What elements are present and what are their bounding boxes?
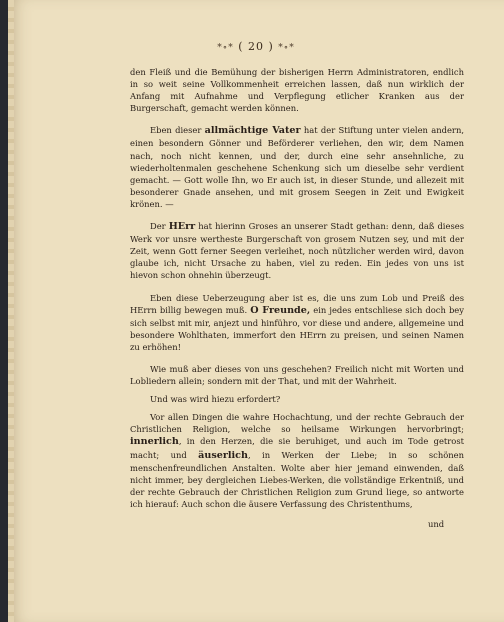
text-segment: hat der Stiftung unter vielen andern, einen besondern Gönner und Beförderer verliehen, den wir, dem Namen nach, noch nicht kennen, und der, durch eine sehr ansehnliche, zu wiederholtenmalen geschehene Schenkung sich um dieselbe sehr verdient gemacht. — Gott wolle Ihn, wo Er auch ist, in dieser Stunde, und allezeit mit besonderer Gnade ansehen, und mit grosem Seegen in Zeit und Ewigkeit krönen. — — [130, 125, 464, 209]
paragraph — [130, 124, 464, 210]
text-segment: hat hierinn Groses an unserer Stadt gethan: denn, daß dieses Werk vor unsre wertheste Burgerschaft von grosem Nutzen sey, und mit der Zeit, wenn Gott ferner Seegen verleihet, noch nützlicher werden wird, davon glaube ich, nicht Ursache zu haben, viel zu reden. Ein jedes von uns ist hievon schon ohnehin überzeugt. — [130, 221, 464, 281]
text-segment: den Fleiß und die Bemühung der bisherigen Herrn Administratoren, endlich in so weit seine Vollkommenheit erreichen lassen, daß nun wirklich der Anfang mit Aufnahme und Verpflegung etlicher Kranken aus der Burgerschaft, gemacht werden können. — [130, 67, 464, 114]
paragraph — [130, 411, 464, 510]
emphasized-text: äuserlich — [198, 449, 248, 461]
paragraph — [130, 66, 464, 114]
emphasized-text: O Freunde, — [250, 304, 311, 316]
paragraph — [130, 220, 464, 281]
text-segment: Vor allen Dingen die wahre Hochachtung, und der rechte Gebrauch der Christlichen Religion, welche so heilsame Wirkungen hervorbringt; — [130, 412, 464, 435]
emphasized-text: innerlich — [130, 436, 179, 448]
paragraph — [130, 292, 464, 353]
ornament-left: *∘* — [217, 43, 234, 53]
ornament-right: *∘* — [278, 43, 295, 53]
body-text — [130, 66, 464, 520]
book-page — [8, 0, 504, 622]
page-number: ( 20 ) — [238, 40, 274, 53]
catchword: und — [428, 519, 445, 529]
text-segment: Der — [150, 221, 169, 232]
text-segment: , in den Herzen, die sie beruhiget, und auch im Tode getrost macht; und — [130, 436, 464, 460]
paragraph — [130, 363, 464, 387]
text-segment: , in Werken der Liebe; in so schönen menschenfreundlichen Anstalten. Wolte aber hier jemand einwenden, daß nicht immer, bey dergleichen Liebes-Werken, die vollständige Erkentniß, und der rechte Gebrauch der Christlichen Religion zum Grund liege, so antworte ich hierauf: Auch schon die äusere Verfassung des Christenthums, — [130, 449, 464, 509]
text-segment: Eben dieser — [150, 125, 205, 136]
paragraph — [130, 393, 464, 405]
emphasized-text: allmächtige Vater — [204, 125, 301, 137]
text-segment: ein jedes entschliese sich doch bey sich selbst mit mir, anjezt und hinführo, vor diese und andere, allgemeine und besondere Wohlthaten, immerfort den HErrn zu preisen, und seinen Namen zu erhöhen! — [130, 304, 464, 352]
emphasized-text: HErr — [168, 221, 196, 233]
text-segment: Eben diese Ueberzeugung aber ist es, die uns zum Lob und Preiß des HErrn billig bewegen muß. — [130, 292, 464, 315]
text-segment: Wie muß aber dieses von uns geschehen? Freilich nicht mit Worten und Lobliedern allein; sondern mit der That, und mit der Wahrheit. — [130, 363, 464, 387]
text-segment: Und was wird hiezu erfordert? — [150, 394, 281, 405]
page-header — [8, 40, 504, 53]
